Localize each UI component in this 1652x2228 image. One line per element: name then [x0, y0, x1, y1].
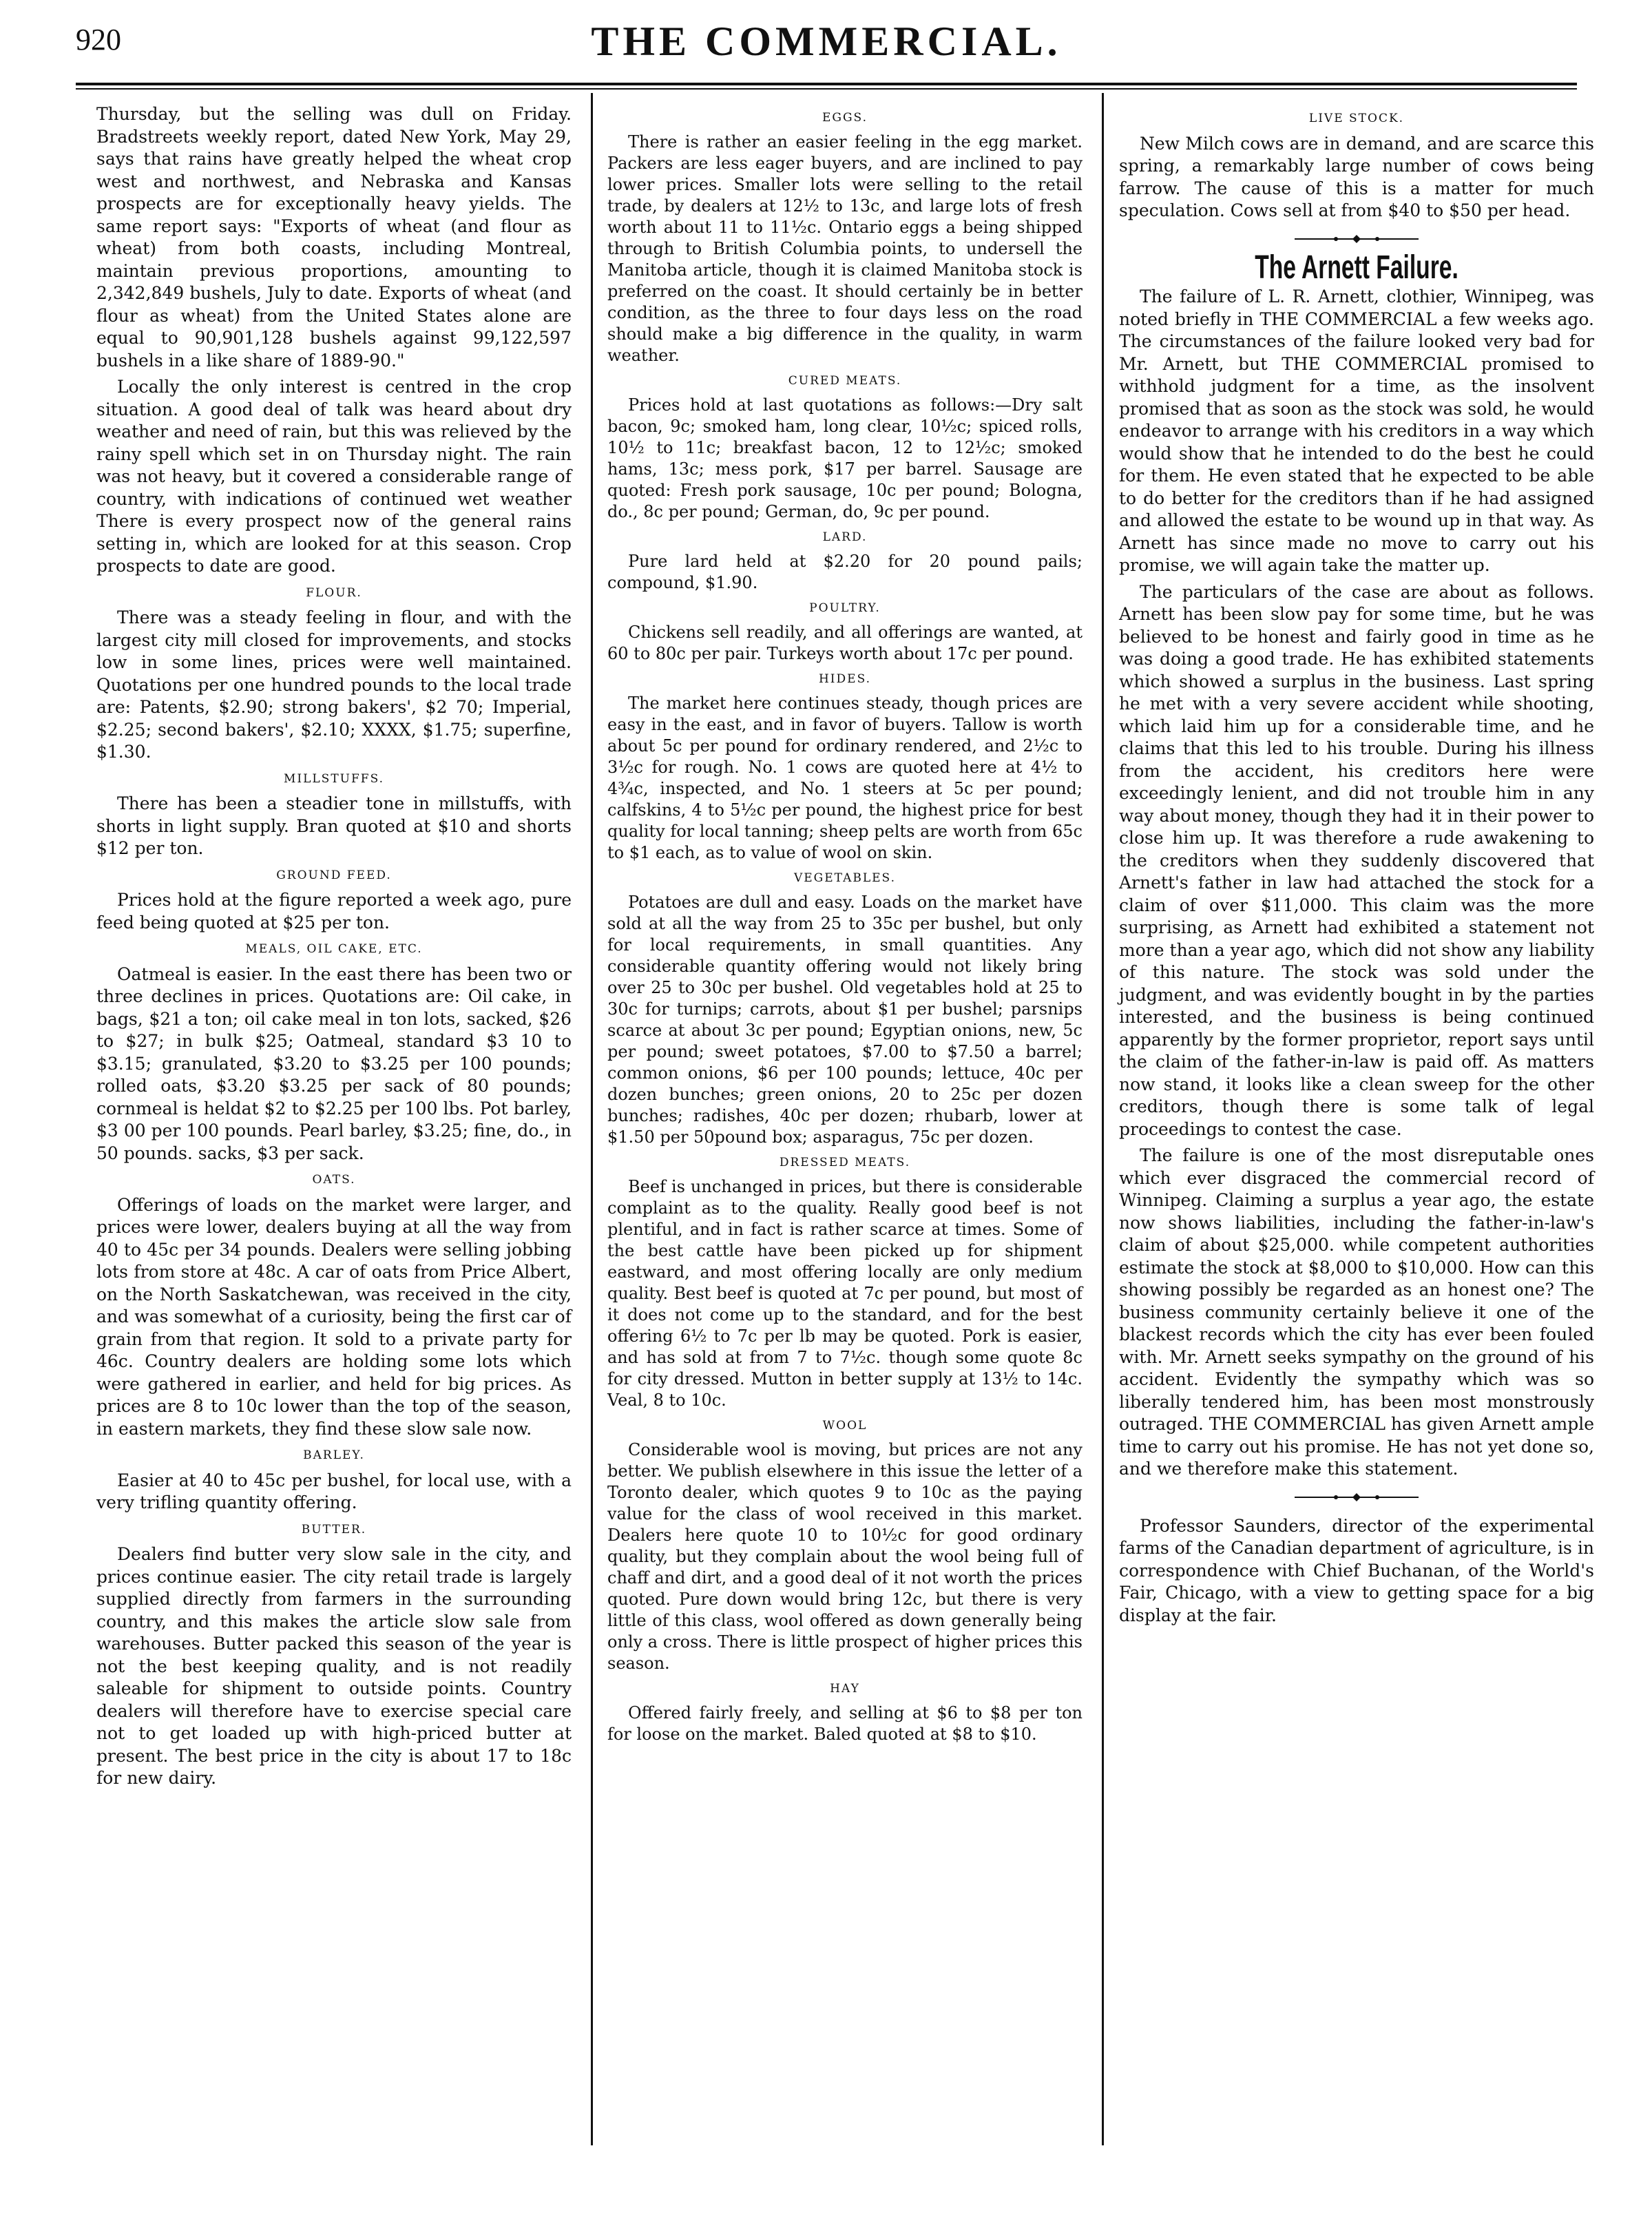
- article-paragraph: The failure of L. R. Arnett, clothier, Winnipeg, was noted briefly in THE COMMERCIAL a few weeks ago. The circumstances of the failure looked very bad for Mr. Arnett, but THE COMMERCIAL promised to withhold judgment for a time, as the insolvent promised that as soon as the stock was sold, he would endeavor to arrange with his creditors in a way which would show that he intended to do the best he could for them. He even stated that he expected to be able to do better for the creditors than if he had assigned and allowed the estate to be wound up in that way. As Arnett has since made no move to carry out his promise, we will again take the matter up.: [1119, 287, 1594, 575]
- section-heading-butter: BUTTER.: [301, 1522, 367, 1537]
- section-heading-barley: BARLEY.: [303, 1448, 365, 1462]
- section-heading-dressed-meats: DRESSED MEATS.: [779, 1156, 911, 1169]
- section-heading-wool: WOOL: [822, 1419, 868, 1433]
- section-heading-vegetables: VEGETABLES.: [794, 871, 896, 885]
- flour-paragraph: There was a steady feeling in flour, and with the largest city mill closed for improvements, and stocks low in some lines, prices were well maintained. Quotations per one hundred pounds to the local trade are: Patents, $2.90; strong bakers', $2 70; Imperial, $2.25; second bakers', $2.10; XXXX, $1.75; superfine, $1.30.: [96, 607, 572, 762]
- hides-paragraph: The market here continues steady, though prices are easy in the east, and in favor of buyers. Tallow is worth about 5c per pound for ordinary rendered, and 2½c to 3½c for rough. No. 1 cows are quoted here at 4½ to 4¾c, inspected, and No. 1 steers at 5c per pound; calfskins, 4 to 5½c per pound, the highest price for best quality for local tanning; sheep pelts are worth from 65c to $1 each, as to value of wool on skin.: [607, 694, 1083, 862]
- section-heading-cured-meats: CURED MEATS.: [788, 374, 902, 388]
- section-heading-hides: HIDES.: [818, 672, 872, 686]
- market-report-paragraph: Thursday, but the selling was dull on Friday. Bradstreets weekly report, dated New York, May 29, says that rains have greatly helped the wheat crop west and northwest, and Nebraska and Kansas prospects are for exceptionally heavy yields. The same report says: "Exports of wheat (and flour as wheat) from both coasts, including Montreal, maintain previous proportions, amounting to 2,342,849 bushels, July to date. Exports of wheat (and flour as wheat) from the United States alone are equal to 90,901,128 bushels against 99,122,597 bushels in a like share of 1889-90.": [96, 104, 572, 371]
- section-heading-eggs: EGGS.: [822, 111, 868, 125]
- cured-meats-paragraph: Prices hold at last quotations as follows:—Dry salt bacon, 9c; smoked ham, long clear, 10½c; spiced rolls, 10½ to 11c; breakfast bacon, 12 to 12½c; smoked hams, 13c; mess pork, $17 per barrel. Sausage are quoted: Fresh pork sausage, 10c per pound; Bologna, do., 8c per pound; German, do, 9c per pound.: [607, 395, 1083, 521]
- section-heading-meals: MEALS, OIL CAKE, ETC.: [245, 942, 423, 956]
- column-divider: [591, 93, 593, 2145]
- section-heading-oats: OATS.: [312, 1173, 356, 1187]
- section-heading-millstuffs: MILLSTUFFS.: [283, 771, 385, 786]
- oats-paragraph: Offerings of loads on the market were larger, and prices were lower, dealers buying at all the way from 40 to 45c per 34 pounds. Dealers were selling jobbing lots from store at 48c. A car of oats from Price Albert, on the North Saskatchewan, was received in the city, and was somewhat of a curiosity, being the first car of grain from that region. It sold to a private party for 46c. Country dealers are holding some lots which were gathered in earlier, and held for big prices. As prices are 8 to 10c lower than the top of the season, in eastern markets, they find these slow sale now.: [96, 1194, 572, 1439]
- header-rule: [76, 83, 1577, 85]
- live-stock-paragraph: New Milch cows are in demand, and are scarce this spring, a remarkably large number of cows being farrow. The cause of this is a matter for much speculation. Cows sell at from $40 to $50 per head.: [1119, 133, 1594, 220]
- article-paragraph: The failure is one of the most disreputable ones which ever disgraced the commercial record of Winnipeg. Claiming a surplus a year ago, the estate now shows liabilities, including the father-in-law's claim of about $25,000. while competent authorities estimate the stock at $8,000 to $10,000. How can this showing possibly be regarded as an honest one? The business community certainly believe it one of the blackest records which the city has ever been fouled with. Mr. Arnett seeks sympathy on the ground of his accident. Evidently the sympathy which was so liberally tendered him, has been most monstrously outraged. THE COMMERCIAL has given Arnett ample time to carry out his promise. He has not yet done so, and we therefore make this statement.: [1119, 1145, 1595, 1479]
- section-heading-hay: HAY: [830, 1682, 860, 1696]
- section-heading-poultry: POULTRY.: [809, 601, 881, 615]
- hay-paragraph: Offered fairly freely, and selling at $6 to $8 per ton for loose on the market. Baled quoted at $8 to $10.: [607, 1703, 1083, 1744]
- masthead: [76, 15, 1577, 91]
- saunders-paragraph: Professor Saunders, director of the experimental farms of the Canadian department of agriculture, is in correspondence with Chief Buchanan, of the World's Fair, Chicago, with a view to getting space for a big display at the fair.: [1119, 1515, 1594, 1625]
- local-crop-paragraph: Locally the only interest is centred in the crop situation. A good deal of talk was heard about dry weather and need of rain, but this was relieved by the rainy spell which set in on Thursday night. The rain was not heavy, but it covered a considerable range of country, with indications of continued wet weather There is every prospect now of the general rains setting in, which are looked for at this season. Crop prospects to date are good.: [96, 377, 572, 576]
- ornamental-divider: [1288, 232, 1425, 246]
- vegetables-paragraph: Potatoes are dull and easy. Loads on the market have sold at all the way from 25 to 35c per bushel, but only for local requirements, in small quantities. Any considerable quantity offering would not likely bring over 25 to 30c per bushel. Old vegetables hold at 25 to 30c for turnips; carrots, about $1 per bushel; parsnips scarce at about 3c per pound; Egyptian onions, new, 5c per pound; sweet potatoes, $7.00 to $7.50 a barrel; common onions, $6 per 100 pounds; lettuce, 40c per dozen bunches; green onions, 20 to 25c per dozen bunches; radishes, 40c per dozen; rhubarb, lower at $1.50 per 50pound box; asparagus, 75c per dozen.: [607, 893, 1083, 1147]
- header-rule-thin: [76, 88, 1577, 90]
- ground-feed-paragraph: Prices hold at the figure reported a week ago, pure feed being quoted at $25 per ton.: [96, 890, 572, 933]
- dressed-meats-paragraph: Beef is unchanged in prices, but there is considerable complaint as to the quality. Really good beef is not plentiful, and in fact is rather scarce at times. Some of the best cattle have been picked up for shipment eastward, and most offering locally are only medium quality. Best beef is quoted at 7c per pound, but most of it does not come up to the standard, and for the best offering 6½ to 7c per lb may be quoted. Pork is easier, and has sold at from 7 to 7½c. though some quote 8c for city dressed. Mutton in better supply at 13½ to 14c. Veal, 8 to 10c.: [607, 1177, 1083, 1410]
- article-title: The Arnett Failure.: [1255, 249, 1458, 286]
- ornamental-divider: [1288, 1490, 1425, 1504]
- lard-paragraph: Pure lard held at $2.20 for 20 pound pails; compound, $1.90.: [607, 552, 1083, 592]
- millstuffs-paragraph: There has been a steadier tone in millstuffs, with shorts in light supply. Bran quoted at $10 and shorts $12 per ton.: [96, 793, 572, 858]
- section-heading-flour: FLOUR.: [306, 585, 362, 600]
- butter-paragraph: Dealers find butter very slow sale in the city, and prices continue easier. The city retail trade is largely supplied directly from farmers in the surrounding country, and this makes the article slow sale from warehouses. Butter packed this season of the year is not the best keeping quality, and is not readily saleable for shipment to outside points. Country dealers will therefore have to exercise special care not to get loaded up with high-priced butter at present. The best price in the city is about 17 to 18c for new dairy.: [96, 1544, 572, 1788]
- wool-paragraph: Considerable wool is moving, but prices are not any better. We publish elsewhere in this issue the letter of a Toronto dealer, which quotes 9 to 10c as the paying value for the class of wool received in this market. Dealers here quote 10 to 10½c for good ordinary quality, but they complain about the wool being full of chaff and dirt, and a good deal of it not worth the prices quoted. Pure down would bring 12c, but there is very little of this class, wool offered as down generally being only a cross. There is little prospect of higher prices this season.: [607, 1440, 1083, 1673]
- column-middle: [607, 103, 1083, 1749]
- article-paragraph: The particulars of the case are about as follows. Arnett has been slow pay for some time, but he was believed to be honest and fairly good in time as he was doing a good trade. He has exhibited statements which showed a surplus in the business. Last spring he met with a very severe accident while shooting, which laid him up for a considerable time, and he claims that this led to his trouble. During his illness from the accident, his creditors here were exceedingly lenient, and did not trouble him in any way about money, though they had it in their power to close him up. It was therefore a rude awakening to the creditors when they suddenly discovered that Arnett's father in law had attached the stock for a claim of over $11,000. This claim was the more surprising, as Arnett had exhibited a statement not more than a year ago, which did not show any liability of this nature. The stock was sold under the judgment, and was evidently bought in by the parties interested, and the business is being continued apparently by the former proprietor, report says until the claim of the father-in-law is paid off. As matters now stand, it looks like a clean sweep for the other creditors, though there is some talk of legal proceedings to contest the case.: [1119, 581, 1594, 1139]
- column-left: [96, 103, 572, 1794]
- section-heading-ground-feed: GROUND FEED.: [276, 868, 392, 882]
- section-heading-live-stock: LIVE STOCK.: [1308, 112, 1405, 125]
- poultry-paragraph: Chickens sell readily, and all offerings are wanted, at 60 to 80c per pair. Turkeys worth about 17c per pound.: [607, 623, 1083, 663]
- section-heading-lard: LARD.: [822, 530, 868, 544]
- meals-paragraph: Oatmeal is easier. In the east there has been two or three declines in prices. Quotations are: Oil cake, in bags, $21 a ton; oil cake meal in ton lots, sacked, $26 to $27; in bulk $25; Oatmeal, standard $3 10 to $3.15; granulated, $3.20 to $3.25 per 100 pounds; rolled oats, $3.20 $3.25 per sack of 80 pounds; cornmeal is heldat $2 to $2.25 per 100 lbs. Pot barley, $3 00 per 100 pounds. Pearl barley, $3.25; fine, do., in 50 pounds. sacks, $3 per sack.: [96, 964, 572, 1163]
- eggs-paragraph: There is rather an easier feeling in the egg market. Packers are less eager buyers, and are inclined to pay lower prices. Smaller lots were selling to the retail trade, by dealers at 12½ to 13c, and large lots of fresh worth about 11 to 11½c. Ontario eggs a being shipped through to British Columbia points, to undersell the Manitoba article, though it is claimed Manitoba stock is preferred on the coast. It should certainly be in better condition, as the three to four days less on the road should make a big difference in the quality, in warm weather.: [607, 132, 1083, 365]
- column-divider: [1102, 93, 1104, 2145]
- column-right: [1119, 103, 1594, 1631]
- newspaper-title: THE COMMERCIAL.: [591, 19, 1062, 64]
- page-number: 920: [76, 23, 121, 56]
- barley-paragraph: Easier at 40 to 45c per bushel, for local use, with a very trifling quantity offering.: [96, 1470, 572, 1512]
